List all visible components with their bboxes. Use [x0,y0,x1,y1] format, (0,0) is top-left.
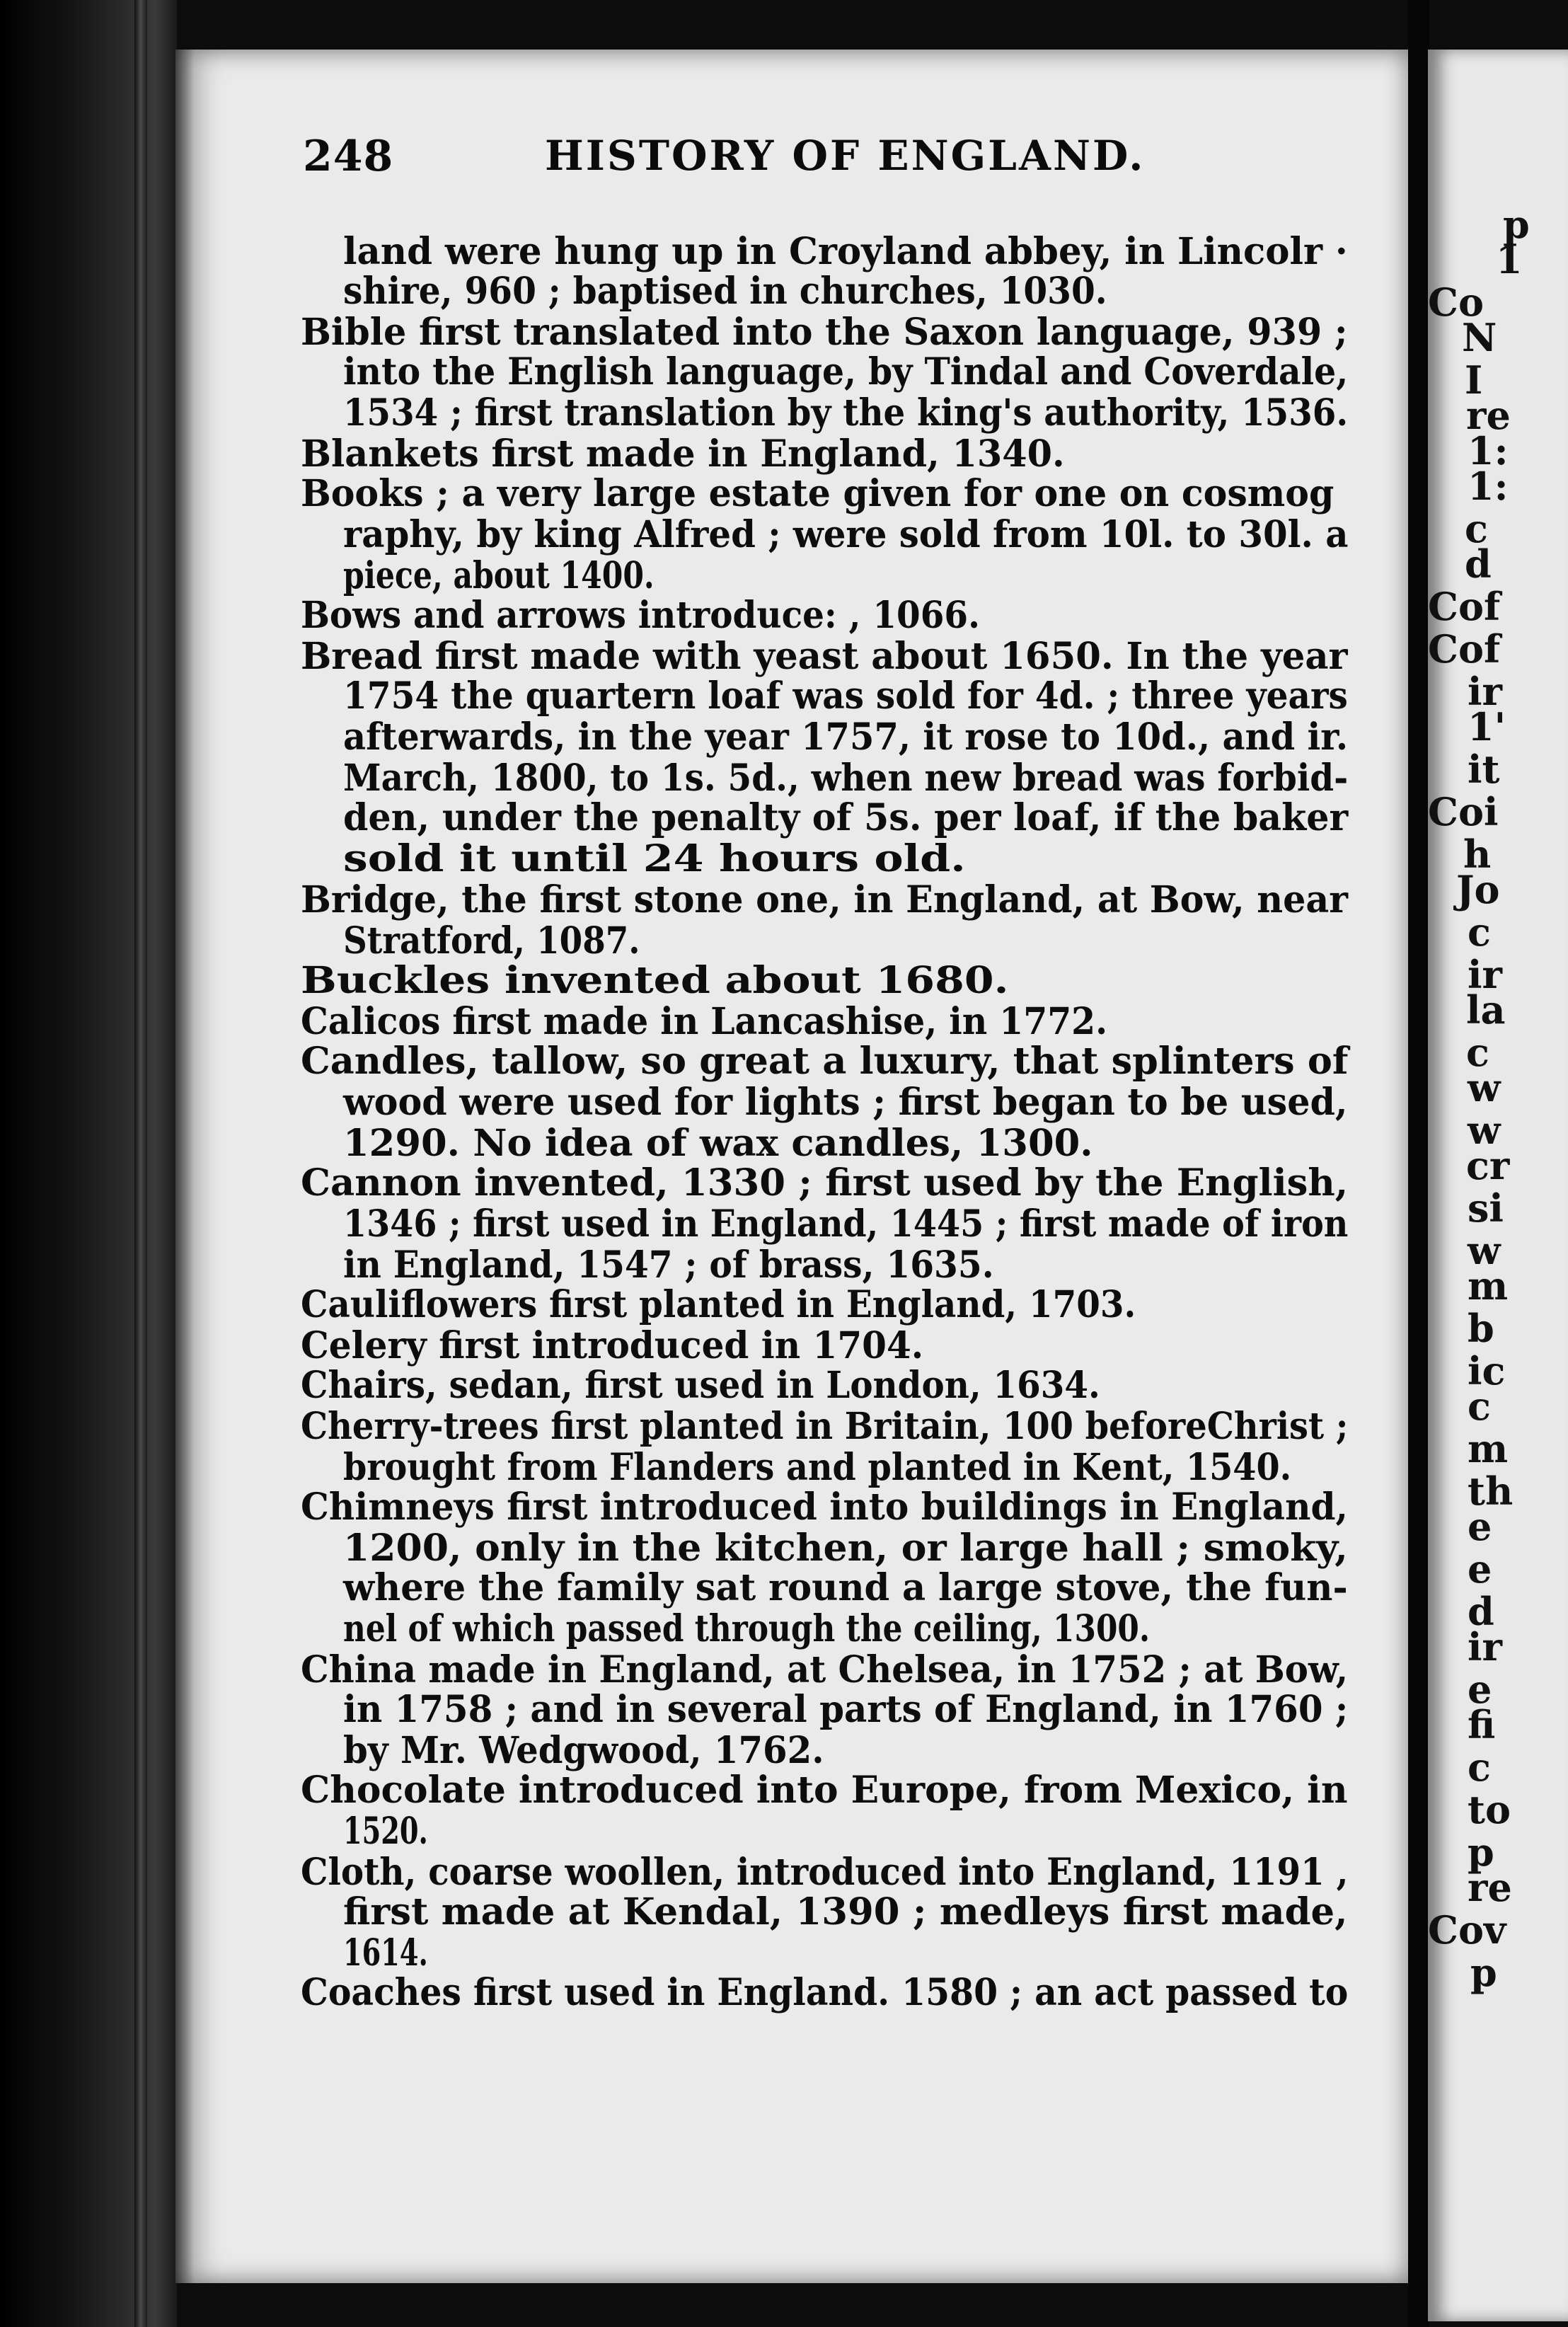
text-line: 1754 the quartern loaf was sold for 4d. ; three years [343,674,1348,718]
text-line: where the family sat round a large stove, the fun- [343,1566,1348,1609]
adjacent-page-fragment: p [1470,1950,1497,1995]
adjacent-page-fragment: h [1463,832,1492,877]
adjacent-page-fragment: c [1468,1745,1491,1790]
text-line: Cherry-trees first planted in Britain, 100 beforeChrist ; [301,1405,1349,1448]
text-line: Coaches first used in England. 1580 ; an act passed to [301,1971,1349,2014]
adjacent-page-fragment: d [1468,1589,1494,1634]
adjacent-page-fragment: c [1468,1384,1491,1429]
adjacent-page-fragment: to [1468,1787,1511,1832]
text-line: Bread first made with yeast about 1650. In the year [301,635,1348,678]
adjacent-page-fragment: c [1468,909,1491,955]
text-line: sold it until 24 hours old. [343,837,966,880]
adjacent-page-edge [1428,50,1568,2321]
running-title: HISTORY OF ENGLAND. [545,132,1146,180]
text-line: land were hung up in Croyland abbey, in Lincolr · [343,230,1348,273]
adjacent-page-fragment: m [1468,1426,1509,1471]
text-line: piece, about 1400. [343,554,655,597]
adjacent-page-fragment: I [1465,357,1483,403]
adjacent-page-fragment: c [1466,1030,1489,1075]
adjacent-page-fragment: e [1468,1667,1492,1712]
text-line: Cannon invented, 1330 ; first used by the English, [301,1161,1349,1205]
text-line: Candles, tallow, so great a luxury, that splinters of [301,1040,1349,1083]
adjacent-page-fragment: e [1468,1504,1492,1549]
text-line: brought from Flanders and planted in Kent, 1540. [343,1446,1292,1489]
adjacent-page-fragment: c [1465,506,1488,551]
adjacent-page-fragment: ir [1468,1624,1502,1670]
text-line: wood were used for lights ; first began to be used, [343,1081,1348,1124]
text-line: Stratford, 1087. [343,919,640,963]
text-line: Blankets first made in England, 1340. [301,432,1065,476]
adjacent-page-fragment: w [1468,1108,1501,1153]
text-line: first made at Kendal, 1390 ; medleys first made, [343,1890,1348,1934]
adjacent-page-fragment: m [1468,1263,1509,1309]
adjacent-page-fragment: cr [1466,1143,1510,1188]
adjacent-page-fragment: it [1468,747,1500,792]
adjacent-page-fragment: si [1468,1185,1504,1231]
text-line: 1346 ; first used in England, 1445 ; first made of iron [343,1202,1349,1246]
adjacent-page-fragment: ic [1468,1348,1506,1394]
text-line: shire, 960 ; baptised in churches, 1030. [343,270,1107,313]
adjacent-page-fragment: N [1462,315,1497,360]
text-line: 1200, only in the kitchen, or large hall ; smoky, [343,1527,1348,1570]
adjacent-page-fragment: Cov [1428,1907,1506,1953]
adjacent-page-fragment: Cof [1428,584,1501,629]
binding-highlight [134,0,147,2327]
adjacent-page-fragment: w [1468,1065,1501,1110]
text-line: afterwards, in the year 1757, it rose to 10d., and ir. [343,716,1349,759]
adjacent-page-fragment: 1: [1468,464,1509,509]
text-line: Books ; a very large estate given for one on cosmog [301,472,1334,515]
text-line: 1520. [343,1810,428,1853]
text-line: den, under the penalty of 5s. per loaf, if the baker [343,796,1349,839]
adjacent-page-fragment: 1: [1468,428,1509,473]
text-line: Bridge, the first stone one, in England, at Bow, near [301,878,1348,921]
adjacent-page-fragment: Coi [1428,789,1499,834]
text-line: into the English language, by Tindal and Coverdale, [343,350,1349,393]
text-line: Cauliflowers first planted in England, 1703. [301,1283,1136,1326]
text-line: Cloth, coarse woollen, introduced into England, 1191 , [301,1851,1349,1894]
text-line: Calicos first made in Lancashise, in 1772. [301,1000,1108,1043]
adjacent-page-fragment: b [1468,1306,1494,1351]
text-line: China made in England, at Chelsea, in 1752 ; at Bow, [301,1648,1349,1691]
text-line: Celery first introduced in 1704. [301,1324,924,1367]
text-line: Chocolate introduced into Europe, from Mexico, in [301,1769,1348,1812]
adjacent-page-fragment: re [1468,1865,1512,1910]
adjacent-page-fragment: ir [1468,669,1502,714]
text-line: raphy, by king Alfred ; were sold from 10l. to 30l. a [343,513,1349,556]
adjacent-page-fragment: Cof [1428,626,1501,672]
text-line: 1290. No idea of wax candles, 1300. [343,1122,1093,1165]
text-line: in England, 1547 ; of brass, 1635. [343,1243,994,1287]
adjacent-page-fragment: ir [1468,952,1502,997]
text-line: Buckles invented about 1680. [301,959,1009,1002]
text-line: March, 1800, to 1s. 5d., when new bread was forbid- [343,757,1349,800]
adjacent-page-fragment: w [1468,1228,1501,1273]
adjacent-page-fragment: 1 [1496,237,1523,282]
adjacent-page-fragment: th [1468,1469,1514,1514]
adjacent-page-fragment: d [1465,541,1492,587]
adjacent-page-fragment: p [1503,202,1530,247]
text-line: Chairs, sedan, first used in London, 1634. [301,1364,1100,1407]
text-line: nel of which passed through the ceiling, 1300. [343,1607,1151,1650]
text-line: Bows and arrows introduce: , 1066. [301,594,980,637]
text-line: Bible first translated into the Saxon language, 939 ; [301,311,1348,354]
page-number: 248 [303,132,394,181]
text-line: 1534 ; first translation by the king's authority, 1536. [343,391,1349,435]
page-inner-shadow [175,50,194,2283]
text-line: Chimneys first introduced into buildings in England, [301,1486,1348,1529]
text-line: in 1758 ; and in several parts of England, in 1760 ; [343,1688,1349,1731]
adjacent-page-fragment: re [1466,393,1511,438]
text-line: 1614. [343,1931,428,1975]
adjacent-page-fragment: la [1466,987,1506,1033]
adjacent-page-fragment: p [1468,1829,1494,1875]
book-binding-edge [0,0,177,2327]
page-gutter [1408,0,1429,2327]
adjacent-page-fragment: fi [1468,1702,1496,1747]
adjacent-page-fragment: Jo [1456,867,1500,912]
adjacent-page-fragment: Co [1428,280,1484,325]
adjacent-page-fragment: 1' [1468,704,1506,749]
text-line: by Mr. Wedgwood, 1762. [343,1729,824,1772]
adjacent-page-fragment: e [1468,1546,1492,1592]
